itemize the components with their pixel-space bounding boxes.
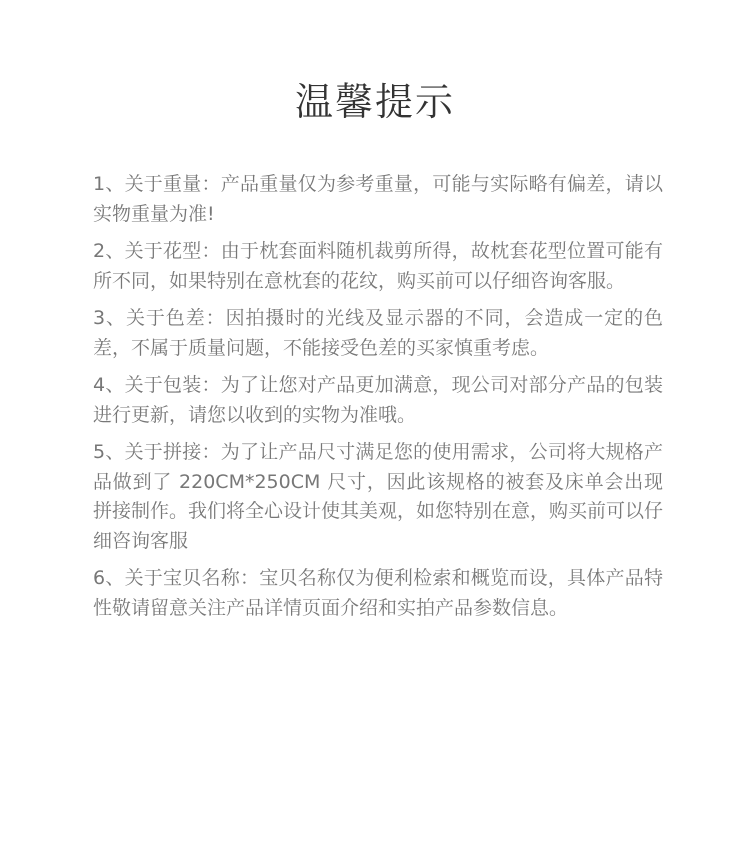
notice-packaging: 4、关于包装：为了让您对产品更加满意，现公司对部分产品的包装进行更新，请您以收到的实物为准哦。 (93, 374, 663, 426)
notice-color-difference: 3、关于色差：因拍摄时的光线及显示器的不同，会造成一定的色差，不属于质量问题，不能接受色差的买家慎重考虑。 (93, 307, 663, 359)
notice-pattern: 2、关于花型：由于枕套面料随机裁剪所得，故枕套花型位置可能有所不同，如果特别在意枕套的花纹，购买前可以仔细咨询客服。 (93, 240, 663, 292)
page-title: 温馨提示 (294, 80, 455, 124)
notice-product-name: 6、关于宝贝名称：宝贝名称仅为便利检索和概览而设，具体产品特性敬请留意关注产品详情页面介绍和实拍产品参数信息。 (93, 567, 663, 619)
notice-splicing: 5、关于拼接：为了让产品尺寸满足您的使用需求，公司将大规格产品做到了 220CM*250CM 尺寸，因此该规格的被套及床单会出现拼接制作。我们将全心设计使其美观，如您特别在意，购买前可以仔细咨询客服 (93, 441, 664, 552)
notice-list (93, 170, 663, 631)
notice-weight: 1、关于重量：产品重量仅为参考重量，可能与实际略有偏差，请以实物重量为准! (93, 173, 663, 225)
